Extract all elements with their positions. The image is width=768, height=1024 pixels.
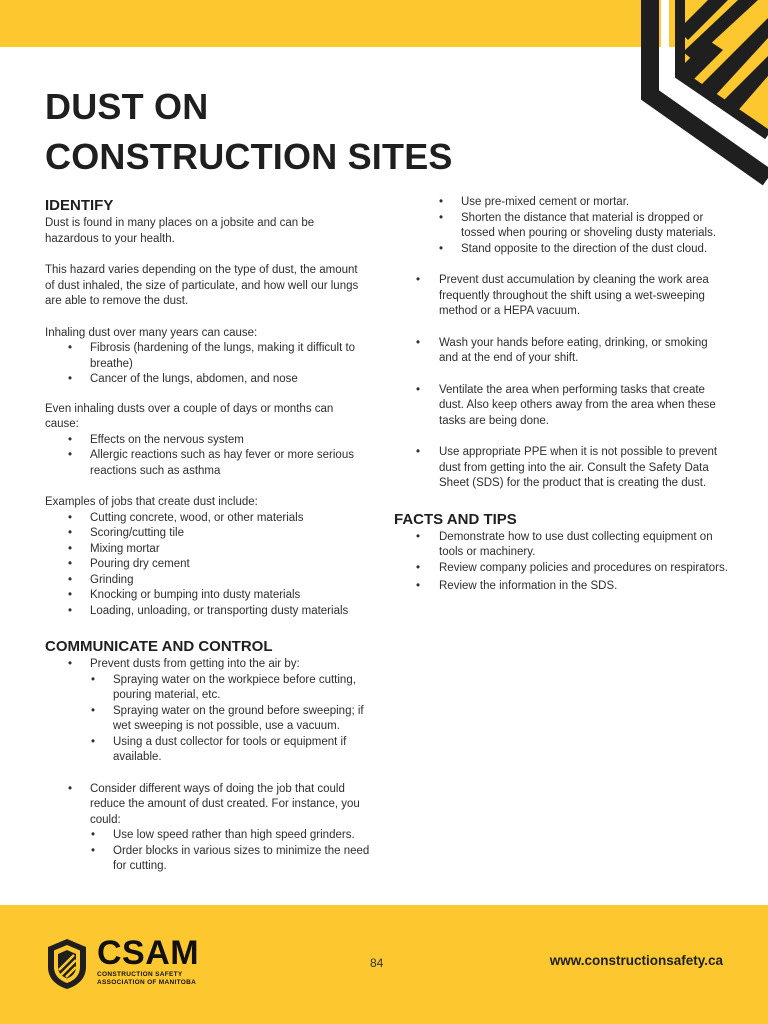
list-item: • Use pre-mixed cement or mortar. bbox=[416, 195, 728, 211]
identify-varies: This hazard varies depending on the type of dust, the amount of dust inhaled, the size of particulate, and how well our lungs are able to remove the dust. bbox=[45, 264, 359, 307]
right-column bbox=[394, 195, 728, 595]
list-item: • Demonstrate how to use dust collecting equipment on tools or machinery. bbox=[416, 530, 728, 561]
csam-logo bbox=[45, 935, 205, 995]
control-sublist-2 bbox=[90, 828, 370, 875]
footer-bar bbox=[0, 905, 768, 1024]
list-item: • Grinding bbox=[45, 573, 370, 589]
control-heading: COMMUNICATE AND CONTROL bbox=[45, 638, 273, 655]
logo-text bbox=[97, 935, 199, 987]
years-list bbox=[45, 341, 370, 388]
list-item: • Use appropriate PPE when it is not possible to prevent dust from getting into the air. Consult the Safety Data Sheet (SDS) for the product that is creating the dust. bbox=[416, 445, 728, 492]
list-item: • Mixing mortar bbox=[45, 542, 370, 558]
title-line-2: CONSTRUCTION SITES bbox=[45, 136, 453, 177]
list-item: • Use low speed rather than high speed grinders. bbox=[90, 828, 370, 844]
shield-logo-icon bbox=[45, 937, 89, 991]
control-more-list bbox=[416, 273, 728, 492]
logo-name: CSAM bbox=[97, 934, 200, 972]
facts-list bbox=[416, 530, 728, 595]
control-item-1: Prevent dusts from getting into the air by: bbox=[90, 658, 300, 670]
logo-subtitle-2: ASSOCIATION OF MANITOBA bbox=[97, 979, 197, 986]
identify-intro: Dust is found in many places on a jobsite and can be hazardous to your health. bbox=[45, 217, 315, 245]
list-item: • Scoring/cutting tile bbox=[45, 526, 370, 542]
page-number: 84 bbox=[370, 956, 384, 970]
list-item: • Allergic reactions such as hay fever or more serious reactions such as asthma bbox=[45, 448, 370, 479]
page-title bbox=[45, 82, 453, 182]
control-list bbox=[45, 657, 370, 875]
facts-heading: FACTS AND TIPS bbox=[394, 510, 517, 528]
list-item: • Cutting concrete, wood, or other materials bbox=[45, 511, 370, 527]
list-item: • Shorten the distance that material is dropped or tossed when pouring or shoveling dusty materials. bbox=[416, 211, 728, 242]
list-item: • Stand opposite to the direction of the dust cloud. bbox=[416, 242, 728, 258]
list-item: • Fibrosis (hardening of the lungs, making it difficult to breathe) bbox=[45, 341, 370, 372]
list-item: • Effects on the nervous system bbox=[45, 433, 370, 449]
title-line-1: DUST ON bbox=[45, 86, 209, 127]
list-item: • Using a dust collector for tools or equipment if available. bbox=[90, 735, 370, 766]
control-sublist-2-continued bbox=[416, 195, 728, 257]
jobs-intro: Examples of jobs that create dust include: bbox=[45, 496, 258, 508]
identify-heading: IDENTIFY bbox=[45, 197, 114, 214]
days-list bbox=[45, 433, 370, 480]
list-item: • Spraying water on the workpiece before cutting, pouring material, etc. bbox=[90, 673, 370, 704]
logo-subtitle-1: CONSTRUCTION SAFETY bbox=[97, 971, 183, 978]
list-item: • Ventilate the area when performing tasks that create dust. Also keep others away from the area when these tasks are being done. bbox=[416, 383, 728, 430]
list-item: • Review the information in the SDS. bbox=[416, 579, 728, 595]
control-item-2: Consider different ways of doing the job that could reduce the amount of dust created. For instance, you could: bbox=[90, 782, 360, 826]
website-link[interactable]: www.constructionsafety.ca bbox=[549, 953, 723, 968]
list-item: • Spraying water on the ground before sweeping; if wet sweeping is not possible, use a vacuum. bbox=[90, 704, 370, 735]
list-item bbox=[45, 657, 370, 766]
list-item: • Review company policies and procedures on respirators. bbox=[416, 561, 728, 577]
hazard-stripe-graphic bbox=[628, 0, 768, 215]
control-sublist-1 bbox=[90, 673, 370, 766]
list-item: • Loading, unloading, or transporting dusty materials bbox=[45, 604, 370, 620]
years-intro: Inhaling dust over many years can cause: bbox=[45, 326, 258, 339]
list-item: • Order blocks in various sizes to minimize the need for cutting. bbox=[90, 844, 370, 875]
list-item: • Cancer of the lungs, abdomen, and nose bbox=[45, 372, 370, 388]
left-column bbox=[45, 196, 370, 875]
days-intro: Even inhaling dusts over a couple of days or months can cause: bbox=[45, 402, 334, 430]
list-item: • Prevent dust accumulation by cleaning the work area frequently throughout the shift using a wet-sweeping method or a HEPA vacuum. bbox=[416, 273, 728, 320]
jobs-list bbox=[45, 511, 370, 620]
list-item: • Knocking or bumping into dusty materials bbox=[45, 588, 370, 604]
list-item bbox=[45, 782, 370, 875]
list-item: • Pouring dry cement bbox=[45, 557, 370, 573]
list-item: • Wash your hands before eating, drinking, or smoking and at the end of your shift. bbox=[416, 336, 728, 367]
